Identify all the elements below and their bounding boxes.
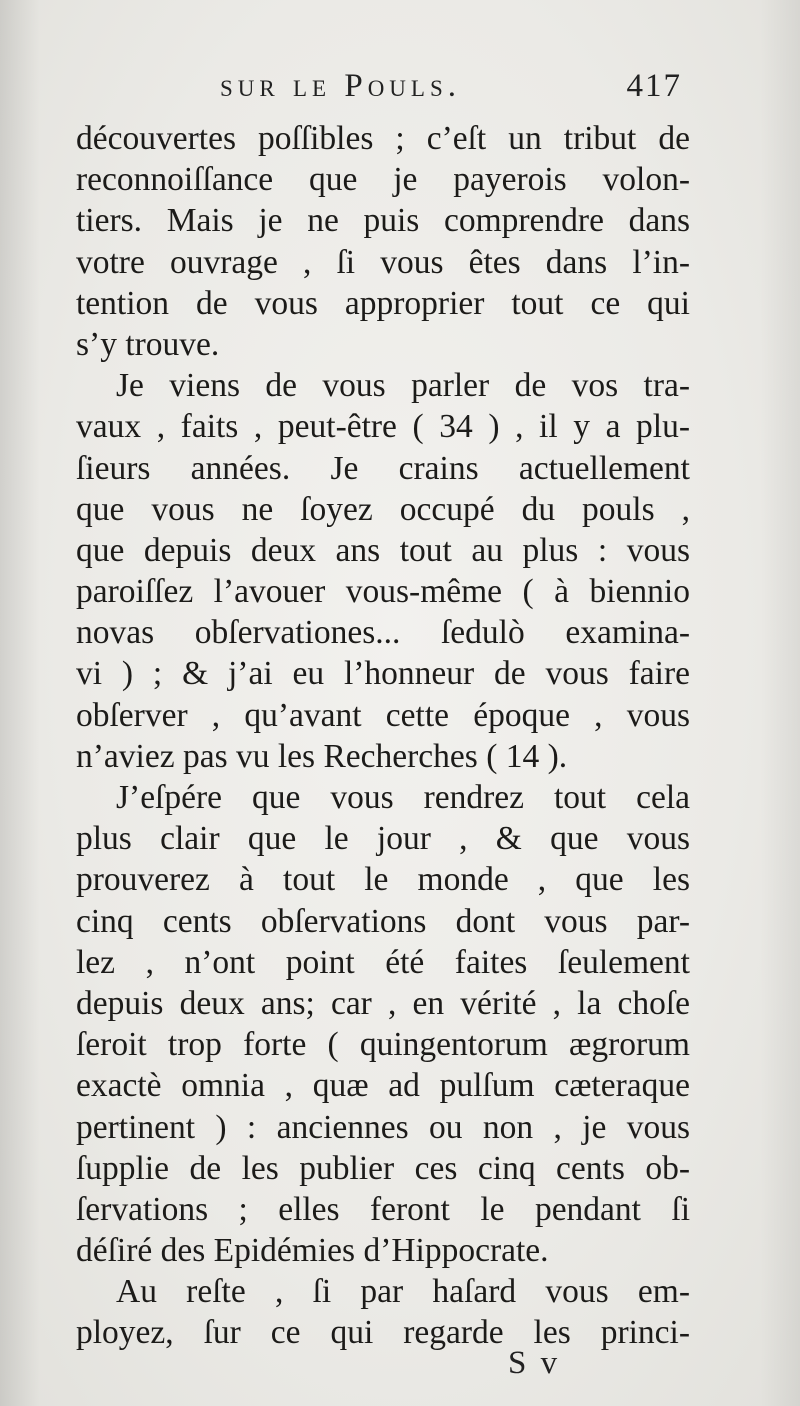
text-line: novas obſervationes... ſedulò examina- (76, 614, 690, 652)
text-line: ſupplie de les publier ces cinq cents ob- (76, 1149, 690, 1187)
text-line: découvertes poſſibles ; c’eſt un tribut de (76, 120, 690, 157)
text-line: ſeroit trop forte ( quingentorum ægrorum (76, 1026, 690, 1064)
text-line: Au reſte , ſi par haſard vous em- (116, 1273, 690, 1311)
text-line: vaux , faits , peut-être ( 34 ) , il y a plu- (76, 408, 690, 446)
text-line: depuis deux ans; car , en vérité , la choſe (76, 984, 690, 1022)
text-line: ſervations ; elles feront le pendant ſi (76, 1190, 690, 1228)
text-line: s’y trouve. (76, 325, 220, 363)
text-line: obſerver , qu’avant cette époque , vous (76, 696, 690, 734)
text-line: pertinent ) : anciennes ou non , je vous (76, 1108, 690, 1146)
text-line: Je viens de vous parler de vos tra- (116, 367, 690, 405)
text-line: que depuis deux ans tout au plus : vous (76, 531, 690, 569)
text-line: ployez, ſur ce qui regarde les princi- (76, 1314, 690, 1352)
text-line: cinq cents obſervations dont vous par- (76, 902, 690, 940)
signature-mark: S v (508, 1345, 561, 1381)
text-line: déſiré des Epidémies d’Hippocrate. (76, 1232, 549, 1270)
text-line: J’eſpére que vous rendrez tout cela (116, 779, 690, 816)
text-line: tiers. Mais je ne puis comprendre dans (76, 202, 690, 240)
page-gutter-shadow (0, 0, 40, 1406)
text-line: plus clair que le jour , & que vous (76, 820, 690, 858)
text-line: exactè omnia , quæ ad pulſum cæteraque (76, 1067, 690, 1105)
text-line: tention de vous approprier tout ce qui (76, 284, 690, 322)
text-line: n’aviez pas vu les Recherches ( 14 ). (76, 737, 568, 775)
text-line: prouverez à tout le monde , que les (76, 861, 690, 899)
text-line: lez , n’ont point été faites ſeulement (76, 943, 690, 981)
running-head (70, 68, 690, 112)
text-line: que vous ne ſoyez occupé du pouls , (76, 490, 690, 528)
body-text (76, 118, 690, 1354)
text-line: vi ) ; & j’ai eu l’honneur de vous faire (76, 655, 690, 693)
text-line: ſieurs années. Je crains actuellement (76, 449, 690, 487)
text-line: votre ouvrage , ſi vous êtes dans l’in- (76, 243, 690, 281)
page-number: 417 (626, 68, 682, 104)
running-title: sur le Pouls. (220, 68, 462, 104)
page-edge-shadow (760, 0, 800, 1406)
text-line: reconnoiſſance que je payerois volon- (76, 161, 690, 199)
text-line: paroiſſez l’avouer vous-même ( à biennio (76, 573, 690, 611)
